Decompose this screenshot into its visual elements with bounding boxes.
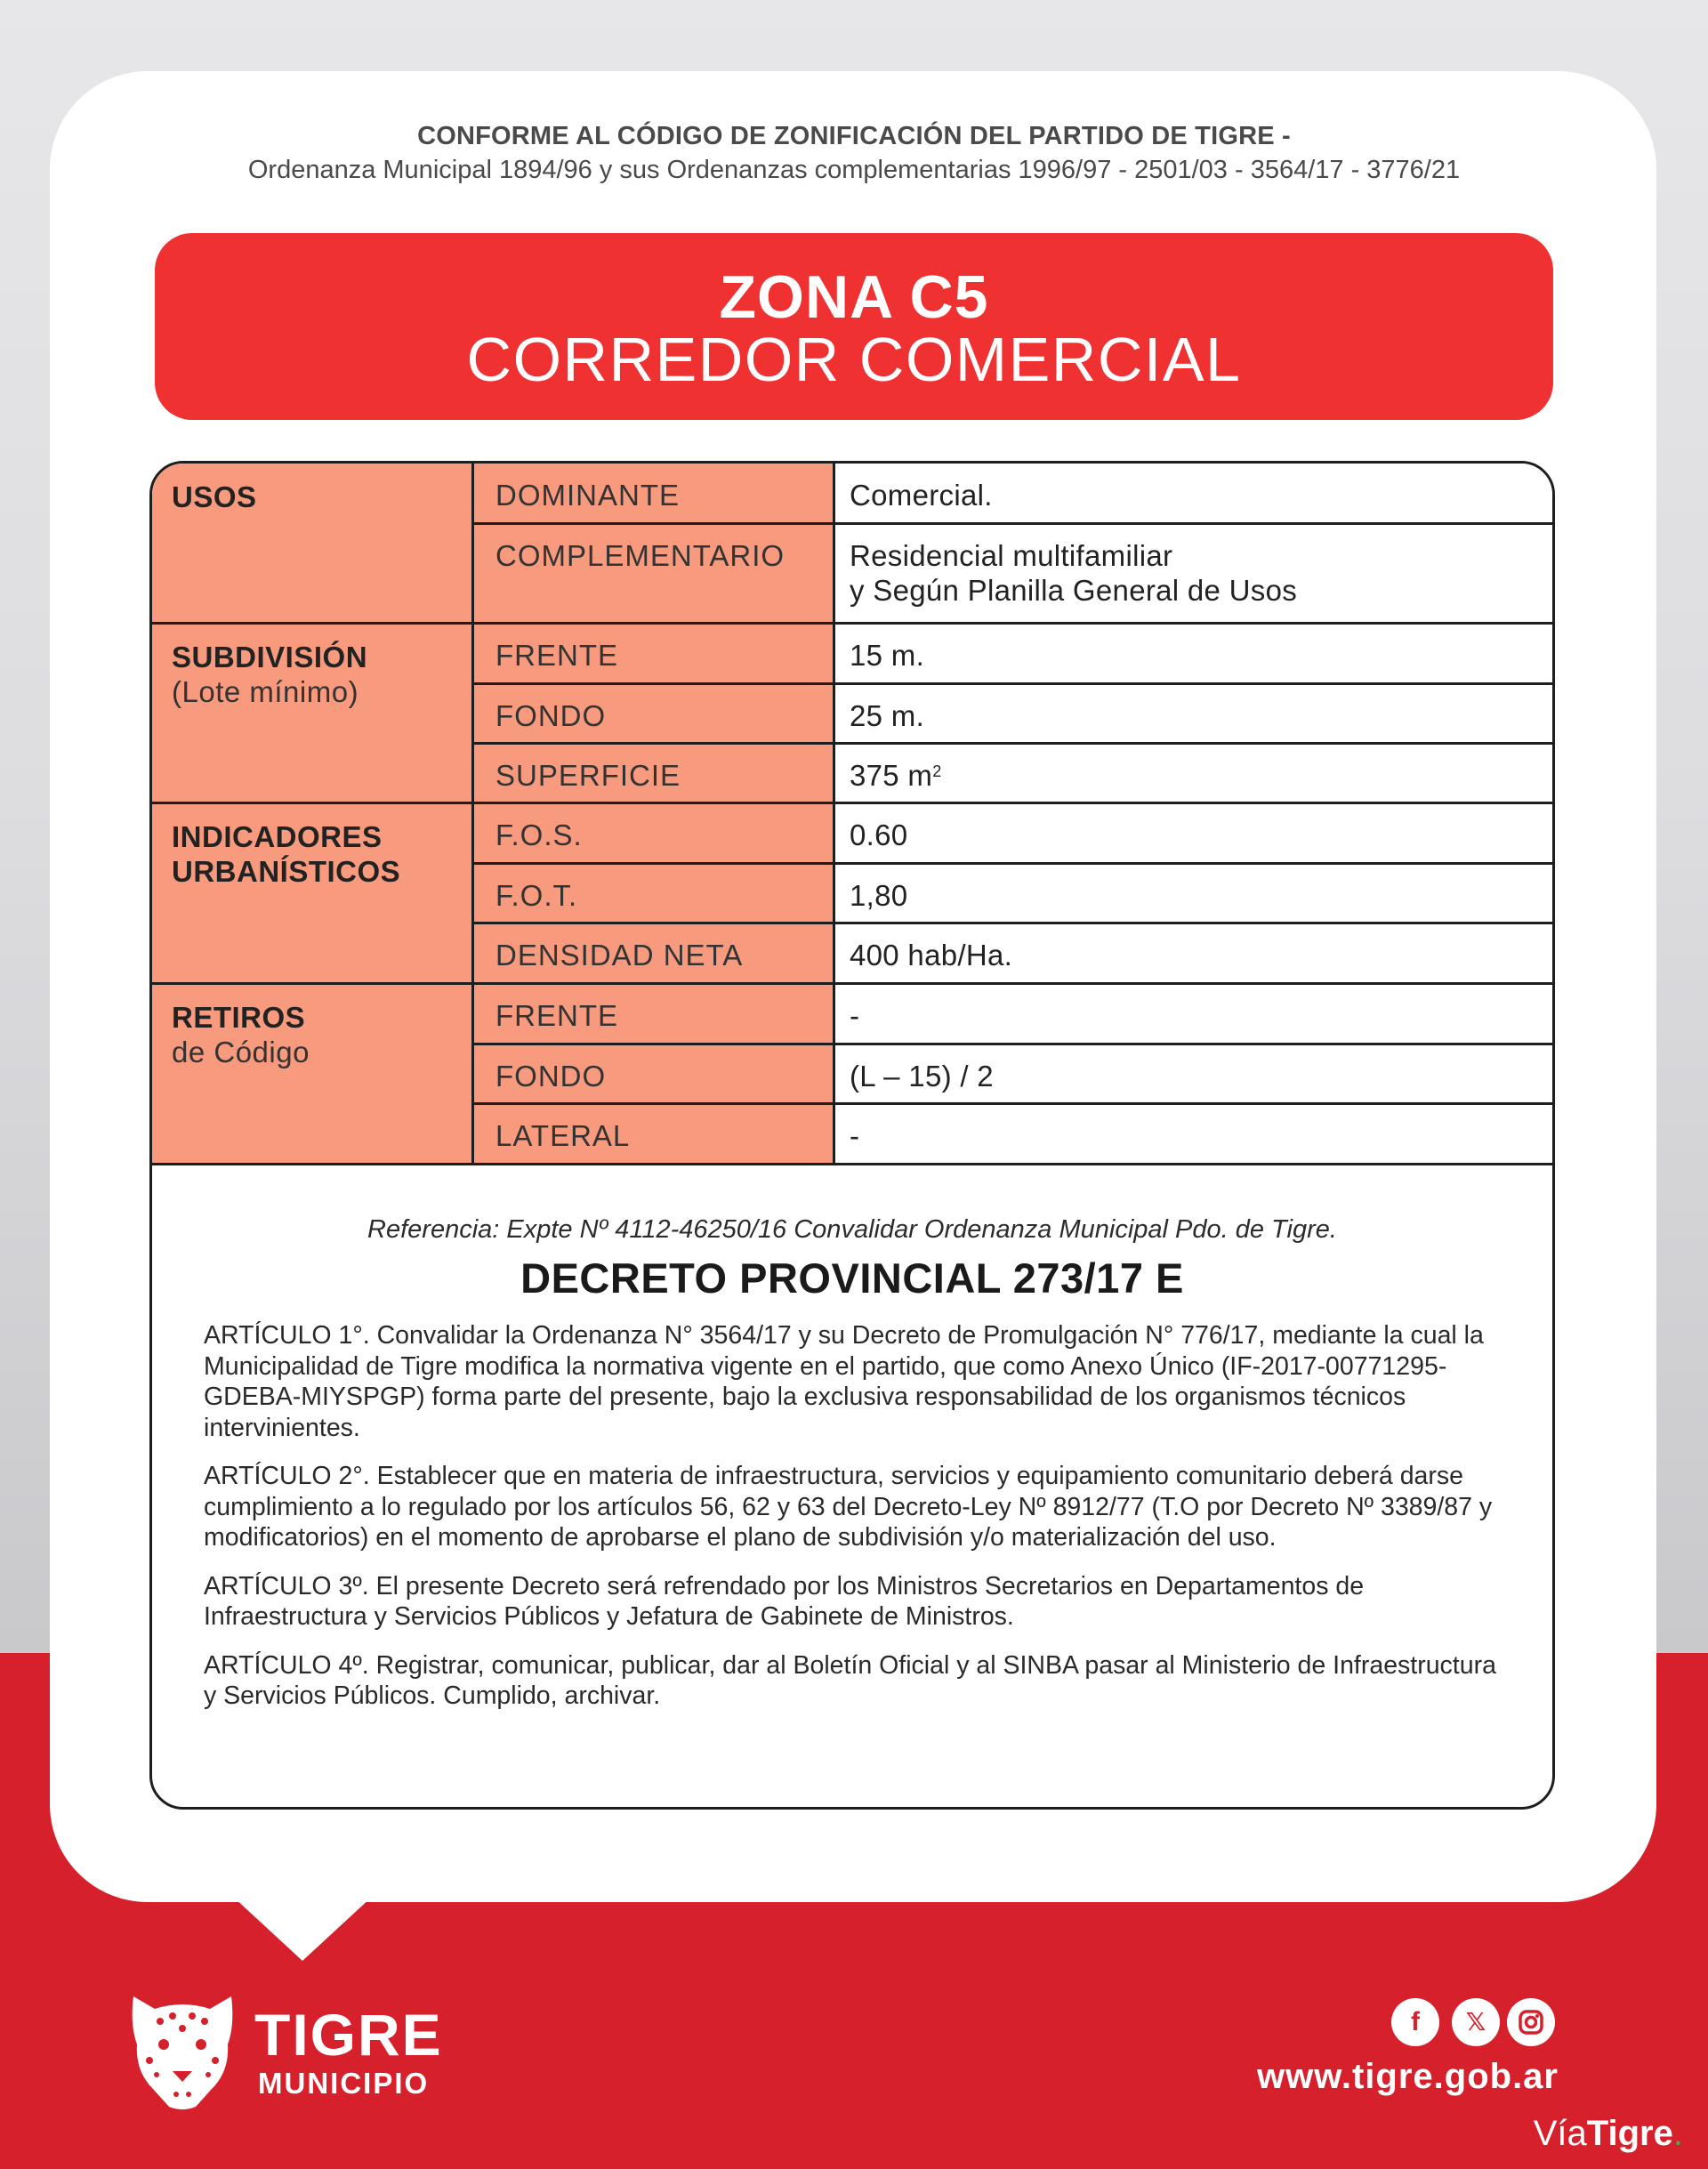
row-value: Comercial. <box>835 464 1555 524</box>
zone-code: ZONA C5 <box>719 263 989 331</box>
table-row <box>152 864 1552 923</box>
via-prefix: Vía <box>1533 2114 1587 2153</box>
table-row <box>152 624 1552 684</box>
row-value: 25 m. <box>835 684 1555 744</box>
table-row <box>152 1044 1552 1104</box>
table-row <box>152 524 1552 624</box>
decree-title: DECRETO PROVINCIAL 273/17 E <box>520 1254 1184 1302</box>
table-row <box>152 923 1552 984</box>
group-divider <box>152 622 1555 625</box>
table-row <box>152 1104 1552 1165</box>
header-title: CONFORME AL CÓDIGO DE ZONIFICACIÓN DEL PARTIDO DE TIGRE - <box>417 122 1291 150</box>
row-value-text: 375 m <box>850 759 933 792</box>
header-subtitle: Ordenanza Municipal 1894/96 y sus Ordenanzas complementarias 1996/97 - 2501/03 - 3564/17 - 3776/21 <box>247 156 1461 184</box>
row-key: SUPERFICIE <box>474 744 835 803</box>
article-paragraph: ARTÍCULO 1°. Convalidar la Ordenanza N° 3564/17 y su Decreto de Promulgación N° 776/17, mediante la cual la Municipalidad de Tigre modifica la normativa vigente en el partido, que como Anexo Único (IF-2017-00771295-GDEBA-MIYSPGP) forma parte del presente, bajo la exclusiva responsabilidad de los organismos técnicos intervinientes. <box>204 1321 1484 1442</box>
row-value: - <box>835 1104 1555 1165</box>
card-tail <box>233 1897 372 1961</box>
article-paragraph: ARTÍCULO 3º. El presente Decreto será refrendado por los Ministros Secretarios en Departamentos de Infraestructura y Servicios Públicos y Jefatura de Gabinete de Ministros. <box>204 1571 1365 1631</box>
row-key: DENSIDAD NETA <box>474 923 835 984</box>
row-key: FRENTE <box>474 984 835 1044</box>
row-value: (L – 15) / 2 <box>835 1044 1555 1104</box>
row-value: 15 m. <box>835 624 1555 684</box>
row-divider <box>474 682 1555 685</box>
group-subtitle: de Código <box>172 1036 310 1068</box>
facebook-icon[interactable]: f <box>1391 1998 1439 2046</box>
row-key: FONDO <box>474 684 835 744</box>
instagram-glyph <box>1507 1998 1555 2046</box>
group-subtitle: (Lote mínimo) <box>172 675 359 708</box>
row-key: F.O.S. <box>474 803 835 864</box>
table-row <box>152 744 1552 803</box>
row-value: - <box>835 984 1555 1044</box>
group-divider <box>152 802 1555 804</box>
row-divider <box>474 1043 1555 1045</box>
table-row <box>152 803 1552 864</box>
x-icon[interactable]: 𝕏 <box>1452 1998 1500 2046</box>
group-divider <box>152 982 1555 985</box>
via-tigre-logo <box>1534 2114 1683 2154</box>
row-value-line: y Según Planilla General de Usos <box>850 574 1298 607</box>
website-link[interactable]: www.tigre.gob.ar <box>1257 2057 1559 2096</box>
table-row <box>152 464 1552 524</box>
page-header <box>85 119 1623 187</box>
row-divider <box>474 862 1555 865</box>
row-value: 1,80 <box>835 864 1555 923</box>
reference-note: Referencia: Expte Nº 4112-46250/16 Convalidar Ordenanza Municipal Pdo. de Tigre. <box>367 1215 1337 1244</box>
zone-banner <box>155 233 1553 420</box>
superscript: 2 <box>932 762 942 780</box>
row-value <box>835 744 1555 803</box>
group-title: RETIROS <box>172 1001 306 1034</box>
row-divider <box>474 522 1555 525</box>
table-row <box>152 684 1552 744</box>
row-key: FRENTE <box>474 624 835 684</box>
row-value-line: Residencial multifamiliar <box>850 539 1173 572</box>
row-value: 400 hab/Ha. <box>835 923 1555 984</box>
via-name: Tigre <box>1586 2114 1673 2153</box>
zoning-table <box>149 461 1555 1810</box>
article-paragraph: ARTÍCULO 4º. Registrar, comunicar, publicar, dar al Boletín Oficial y al SINBA pasar al Ministerio de Infraestructura y Servicios Públicos. Cumplido, archivar. <box>204 1650 1496 1710</box>
group-title: URBANÍSTICOS <box>172 855 401 888</box>
instagram-icon[interactable] <box>1507 1998 1555 2046</box>
table-row <box>152 984 1552 1044</box>
via-dot: . <box>1672 2114 1683 2153</box>
row-value: 0.60 <box>835 803 1555 864</box>
group-title: SUBDIVISIÓN <box>172 641 368 673</box>
group-title: INDICADORES <box>172 820 383 853</box>
row-key: F.O.T. <box>474 864 835 923</box>
row-divider <box>474 742 1555 745</box>
row-divider <box>474 922 1555 924</box>
jaguar-icon <box>125 1989 240 2112</box>
row-value <box>835 524 1555 624</box>
brand-subtitle: MUNICIPIO <box>258 2067 430 2100</box>
row-divider <box>474 1102 1555 1105</box>
row-key: DOMINANTE <box>474 464 835 524</box>
brand-name: TIGRE <box>254 2002 443 2068</box>
group-title: USOS <box>172 480 257 513</box>
decree-articles <box>204 1320 1511 1730</box>
article-paragraph: ARTÍCULO 2°. Establecer que en materia de infraestructura, servicios y equipamiento comunitario deberá darse cumplimiento a lo regulado por los artículos 56, 62 y 63 del Decreto-Ley Nº 8912/77 (T.O por Decreto Nº 3389/87 y modificatorios) en el momento de aprobarse el plano de subdivisión y/o materialización del uso. <box>204 1462 1493 1552</box>
tigre-logo <box>125 1989 480 2114</box>
zone-name: CORREDOR COMERCIAL <box>466 325 1242 394</box>
row-key: FONDO <box>474 1044 835 1104</box>
row-key: LATERAL <box>474 1104 835 1165</box>
table-bottom-divider <box>152 1163 1555 1165</box>
row-key: COMPLEMENTARIO <box>474 524 835 624</box>
